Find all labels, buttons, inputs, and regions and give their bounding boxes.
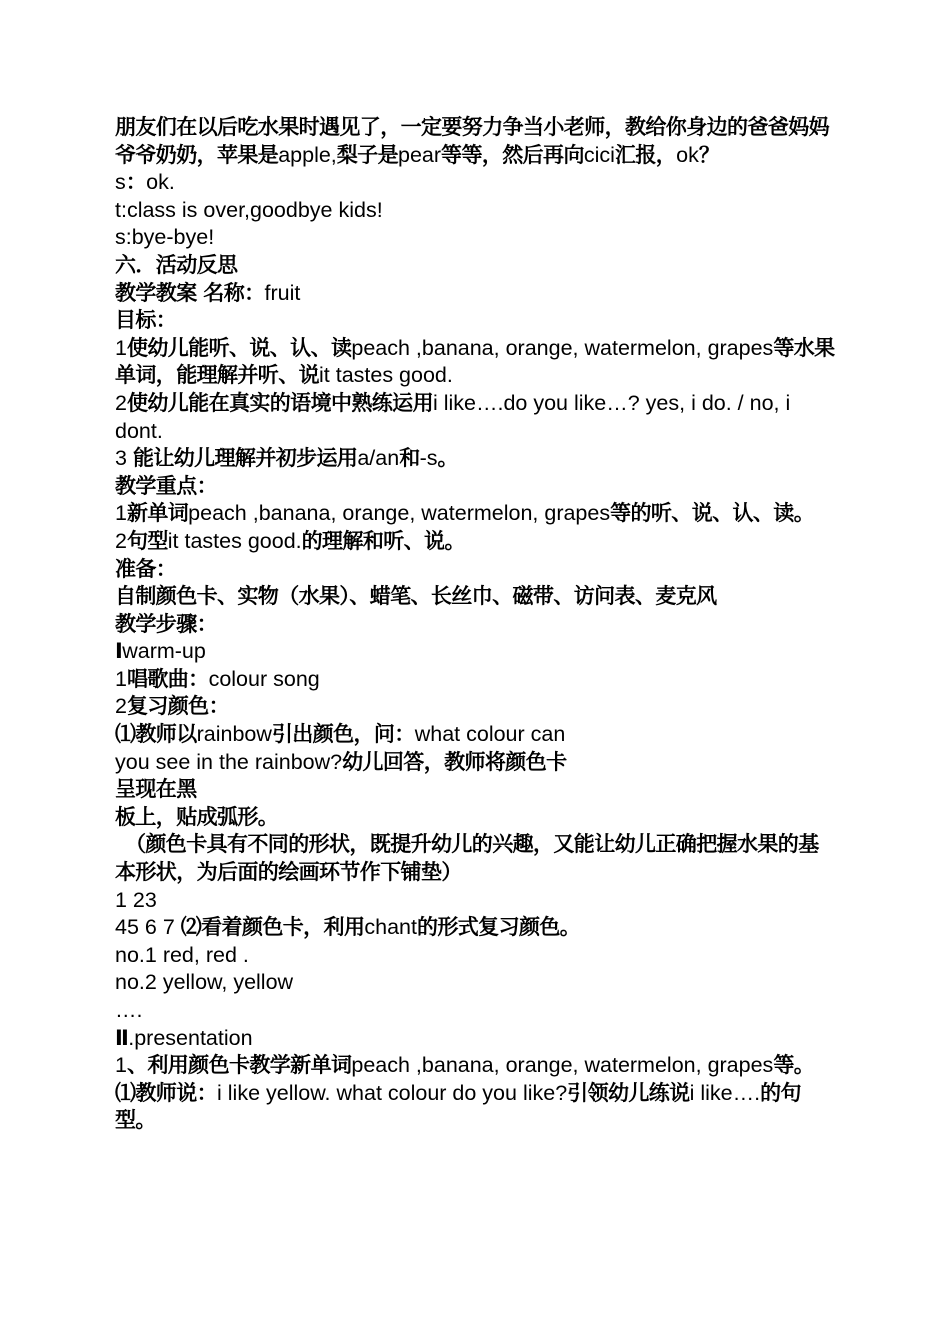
- preparation-list: 自制颜色卡、实物（水果）、蜡笔、长丝巾、磁带、访问表、麦克风: [115, 584, 717, 609]
- section-heading: 准备：: [115, 556, 177, 581]
- text-segment: 等等，然后再向: [441, 142, 584, 167]
- text-segment: 3: [115, 446, 133, 471]
- text-segment: apple,: [278, 142, 337, 167]
- text-segment: 新单词: [126, 501, 189, 526]
- text-segment: 1: [115, 1053, 127, 1078]
- text-segment: cici: [583, 142, 615, 167]
- text-segment: peach ,banana, orange, watermelon, grapes: [188, 501, 611, 526]
- document-page: [115, 114, 837, 1135]
- text-segment: ？: [698, 142, 720, 167]
- text-line: 板上，贴成弧形。: [115, 804, 279, 829]
- text-segment: 看着颜色卡，利用: [201, 915, 365, 940]
- goal-item: [115, 390, 837, 445]
- step-heading: [115, 638, 837, 666]
- goal-item: [115, 445, 837, 473]
- text-segment: .presentation: [128, 1025, 253, 1050]
- text-segment: i like yellow. what colour do you like?: [217, 1080, 568, 1105]
- dialogue-line: s:bye-bye!: [115, 225, 215, 250]
- text-segment: 教师以: [135, 722, 197, 747]
- text-segment: what colour can you see in the rainbow?: [115, 722, 566, 774]
- text-segment: 1: [115, 501, 127, 526]
- text-segment: 使幼儿能听、说、认、读: [126, 335, 352, 360]
- text-segment: 教师说：: [135, 1080, 218, 1105]
- text-segment: it tastes good.: [319, 363, 453, 388]
- text-segment: 2: [115, 390, 127, 415]
- step-heading: [115, 1025, 837, 1053]
- text-segment: a/an: [357, 446, 400, 471]
- text-segment: 复习颜色：: [126, 694, 229, 719]
- step-subitem: [115, 1080, 837, 1135]
- text-segment: colour song: [208, 666, 320, 691]
- text-segment: 的句型。: [115, 1080, 801, 1133]
- text-segment: 和: [399, 446, 420, 471]
- text-line: 1 23: [115, 887, 157, 912]
- text-segment: Ⅱ: [115, 1025, 129, 1050]
- text-segment: 1: [115, 335, 127, 360]
- ellipsis-line: ….: [115, 998, 143, 1022]
- text-segment: 汇报，: [614, 142, 677, 167]
- text-segment: 2: [115, 694, 127, 719]
- text-segment: 引出颜色，问：: [271, 722, 415, 747]
- goal-item: [115, 335, 837, 390]
- paragraph-closing-activity: [115, 114, 837, 169]
- key-point-item: [115, 528, 837, 556]
- text-segment: 引领幼儿练说: [567, 1080, 690, 1105]
- key-point-item: [115, 500, 837, 528]
- text-segment: rainbow: [196, 722, 272, 747]
- text-segment: ok.: [146, 170, 175, 195]
- text-segment: warm-up: [122, 639, 206, 664]
- dialogue-line: t:class is over,goodbye kids!: [115, 197, 383, 222]
- text-segment: 。: [437, 446, 458, 471]
- note-paragraph: （颜色卡具有不同的形状，既提升幼儿的兴趣，又能让幼儿正确把握水果的基本形状，为后面的绘画环节作下铺垫）: [115, 832, 819, 885]
- text-segment: -s: [419, 446, 438, 471]
- text-segment: 等的听、说、认、读。: [610, 501, 815, 526]
- text-segment: 能让幼儿理解并初步运用: [132, 446, 358, 471]
- text-segment: s: [115, 170, 126, 195]
- step-subitem: [115, 914, 837, 942]
- text-segment: 朋友们在以后吃水果时遇见了，一定要努力争当小老师，教给你身边的爸爸妈妈爷爷奶奶，苹果是: [115, 115, 829, 167]
- dialogue-line: [115, 169, 837, 197]
- text-segment: 句型: [126, 528, 168, 553]
- text-segment: chant: [364, 915, 417, 940]
- text-segment: Ⅰ: [115, 639, 123, 664]
- section-heading: 教学重点：: [115, 473, 217, 498]
- text-segment: ok: [676, 142, 699, 167]
- text-segment: it tastes good.: [167, 528, 302, 553]
- plan-title: [115, 280, 837, 308]
- step-item: [115, 1052, 837, 1080]
- text-segment: 梨子是: [336, 142, 398, 167]
- text-segment: 等。: [773, 1053, 815, 1078]
- text-segment: pear: [398, 142, 442, 167]
- step-item: [115, 666, 837, 694]
- text-segment: ⑴: [115, 722, 136, 747]
- step-item: [115, 693, 837, 721]
- text-segment: 唱歌曲：: [126, 666, 209, 691]
- text-segment: 的形式复习颜色。: [416, 915, 581, 940]
- text-segment: ⑵: [180, 915, 202, 940]
- section-heading: 六．活动反思: [115, 252, 238, 277]
- text-segment: 45 6 7: [115, 915, 181, 940]
- text-segment: fruit: [264, 280, 301, 305]
- text-segment: 、利用颜色卡教学新单词: [126, 1053, 352, 1078]
- chant-line: no.1 red, red .: [115, 942, 249, 967]
- text-segment: ⑴: [115, 1080, 136, 1105]
- text-segment: ：: [125, 170, 147, 195]
- text-segment: 1: [115, 666, 127, 691]
- section-heading: 目标：: [115, 308, 177, 333]
- text-segment: 的理解和听、说。: [301, 528, 465, 553]
- chant-line: no.2 yellow, yellow: [115, 970, 294, 995]
- text-segment: i like….: [689, 1080, 761, 1105]
- text-segment: peach ,banana, orange, watermelon, grapes: [351, 1053, 774, 1078]
- text-segment: 教学教案 名称：: [115, 280, 265, 305]
- text-segment: peach ,banana, orange, watermelon, grapes: [351, 335, 774, 360]
- text-segment: 2: [115, 528, 127, 553]
- text-segment: 等水果单词，能理解并听、说: [115, 335, 835, 388]
- text-segment: 使幼儿能在真实的语境中熟练运用: [126, 390, 433, 415]
- text-segment: i like….do you like…? yes, i do. / no, i dont.: [115, 390, 791, 443]
- section-heading: 教学步骤：: [115, 611, 217, 636]
- step-subitem: [115, 721, 585, 804]
- text-segment: 幼儿回答，教师将颜色卡呈现在黑: [115, 749, 567, 802]
